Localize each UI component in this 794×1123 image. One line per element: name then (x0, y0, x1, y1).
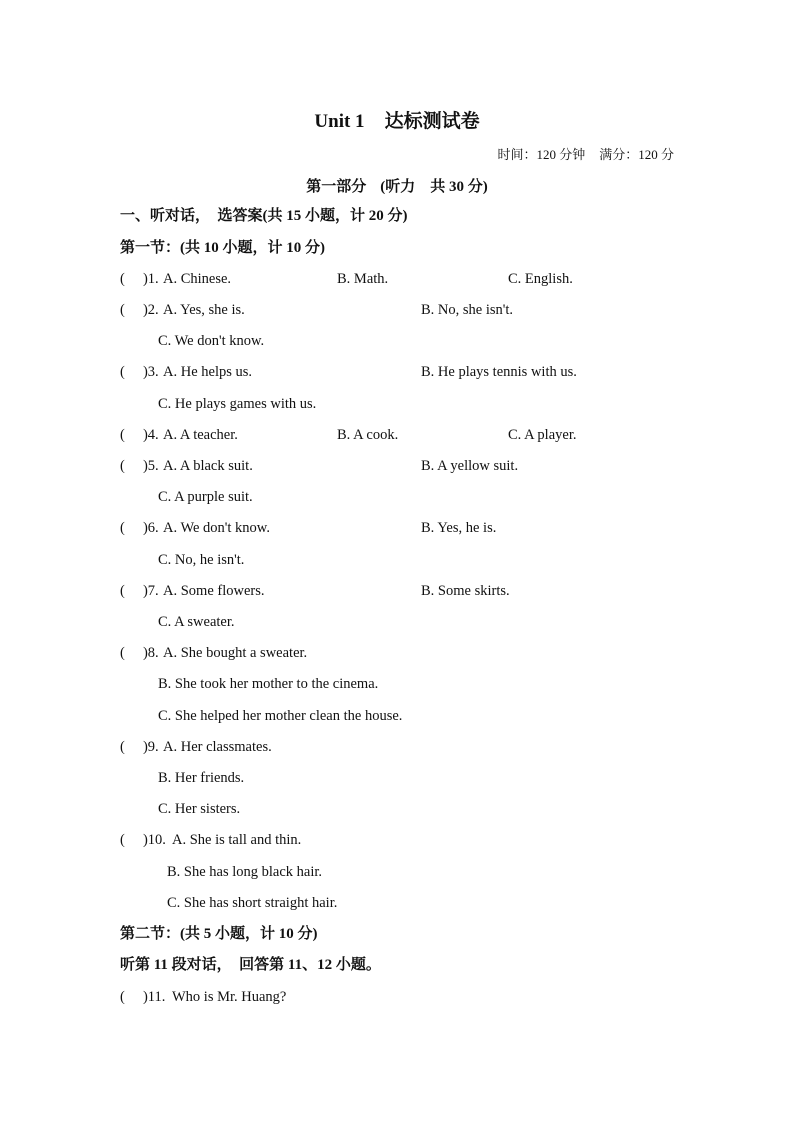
time-label: 时间：120 分钟 (497, 147, 586, 162)
option-c: C. We don't know. (158, 333, 265, 349)
option-b: B. Her friends. (158, 770, 245, 786)
question-number: ( )1. (120, 271, 159, 287)
option-a: A. He helps us. (163, 364, 253, 380)
option-b: B. Some skirts. (421, 583, 510, 599)
option-c: C. He plays games with us. (158, 396, 317, 412)
option-c: C. English. (508, 271, 573, 287)
part-label: 第一部分 (306, 179, 367, 195)
question-number: ( )5. (120, 458, 159, 474)
score-label: 满分：120 分 (599, 147, 674, 162)
subsection-heading-1: 第一节：(共 10 小题，计 10 分) (120, 240, 325, 256)
exam-meta (497, 144, 674, 163)
option-b: B. He plays tennis with us. (421, 364, 577, 380)
option-a: A. Chinese. (163, 271, 232, 287)
question-text: Who is Mr. Huang? (172, 989, 287, 1005)
option-b: B. She took her mother to the cinema. (158, 676, 379, 692)
title-name: 达标测试卷 (384, 111, 480, 132)
option-a: A. Her classmates. (163, 739, 272, 755)
option-b: B. A cook. (337, 427, 399, 443)
option-c: C. A player. (508, 427, 577, 443)
option-b: B. Yes, he is. (421, 520, 497, 536)
title-unit: Unit 1 (314, 111, 365, 132)
question-number: ( )3. (120, 364, 159, 380)
option-b: B. A yellow suit. (421, 458, 519, 474)
option-c: C. No, he isn't. (158, 552, 245, 568)
option-a: A. She is tall and thin. (172, 832, 302, 848)
option-a: A. She bought a sweater. (163, 645, 308, 661)
subsection-heading-2: 第二节：(共 5 小题，计 10 分) (120, 926, 318, 942)
option-b: B. No, she isn't. (421, 302, 514, 318)
option-a: A. A teacher. (163, 427, 238, 443)
option-a: A. We don't know. (163, 520, 270, 536)
question-number: ( )11. (120, 989, 166, 1005)
question-number: ( )10. (120, 832, 166, 848)
question-number: ( )4. (120, 427, 159, 443)
question-number: ( )7. (120, 583, 159, 599)
option-a: A. Some flowers. (163, 583, 265, 599)
option-b: B. Math. (337, 271, 389, 287)
section-heading: 一、听对话， 选答案(共 15 小题，计 20 分) (120, 208, 408, 224)
option-a: A. Yes, she is. (163, 302, 245, 318)
part-detail: (听力 共 30 分) (380, 179, 488, 195)
question-number: ( )8. (120, 645, 159, 661)
option-c: C. A sweater. (158, 614, 235, 630)
option-c: C. She helped her mother clean the house. (158, 708, 403, 724)
option-c: C. She has short straight hair. (167, 895, 338, 911)
page-title (0, 106, 794, 133)
option-c: C. A purple suit. (158, 489, 253, 505)
question-number: ( )2. (120, 302, 159, 318)
option-c: C. Her sisters. (158, 801, 241, 817)
option-b: B. She has long black hair. (167, 864, 323, 880)
option-a: A. A black suit. (163, 458, 253, 474)
question-number: ( )6. (120, 520, 159, 536)
part-heading (0, 175, 794, 196)
question-number: ( )9. (120, 739, 159, 755)
listening-instruction: 听第 11 段对话， 回答第 11、12 小题。 (120, 957, 381, 973)
